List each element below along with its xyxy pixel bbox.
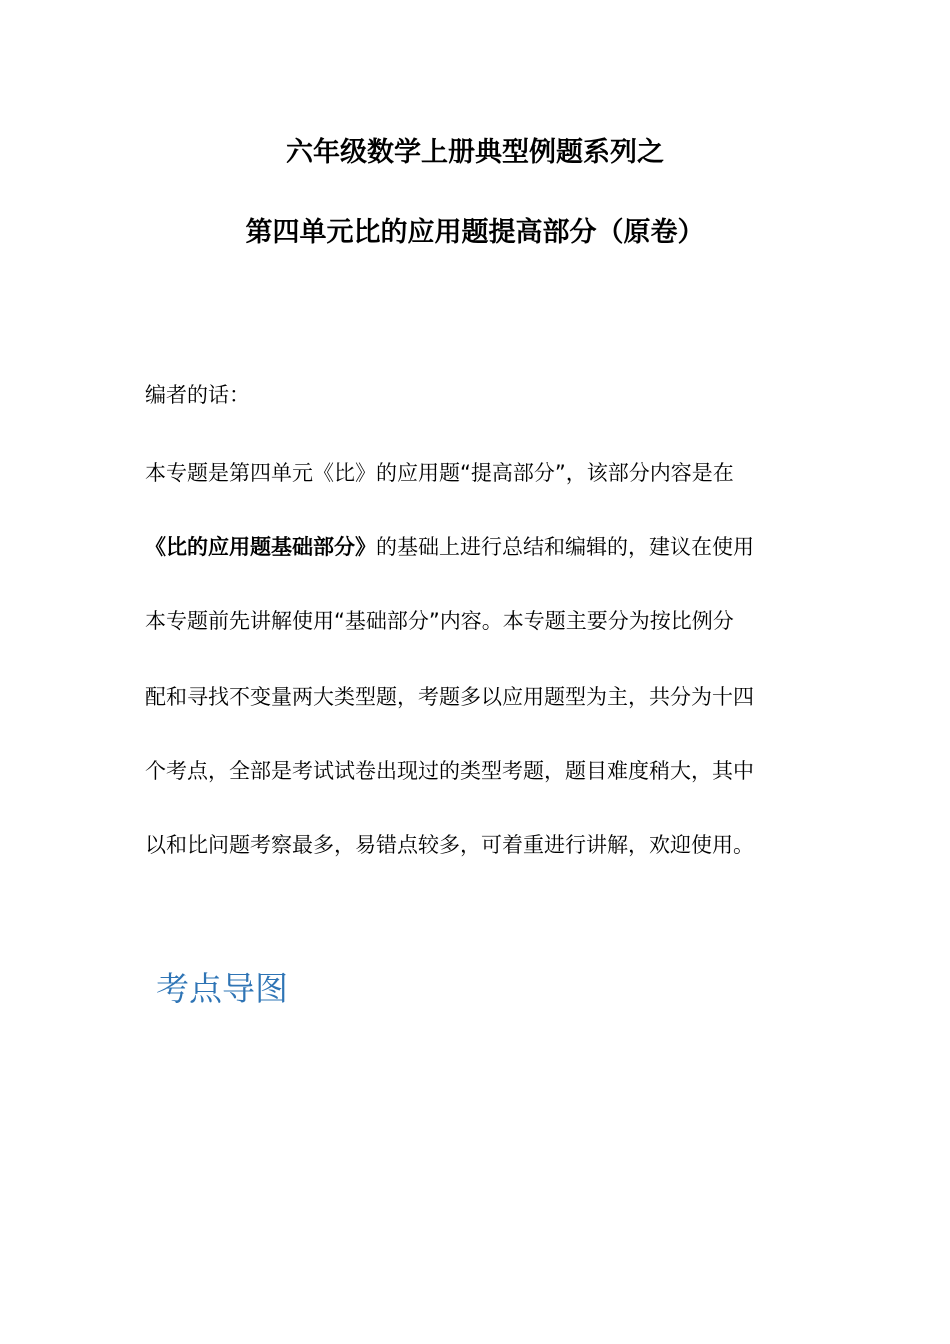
section-heading-mind-map: 考点导图 (156, 969, 288, 1008)
paragraph-line-2-rest: 的基础上进行总结和编辑的，建议在使用 (376, 535, 754, 559)
paragraph-line-5: 个考点，全部是考试试卷出现过的类型考题，题目难度稍大，其中 (145, 759, 754, 783)
document-title-line-1: 六年级数学上册典型例题系列之 (286, 137, 664, 168)
paragraph-line-4: 配和寻找不变量两大类型题，考题多以应用题型为主，共分为十四 (145, 685, 754, 709)
document-title-line-2: 第四单元比的应用题提高部分（原卷） (245, 217, 705, 248)
paragraph-line-1: 本专题是第四单元《比》的应用题“提高部分”，该部分内容是在 (145, 461, 734, 485)
preface-label: 编者的话： (145, 383, 250, 407)
paragraph-line-3: 本专题前先讲解使用“基础部分”内容。本专题主要分为按比例分 (145, 609, 734, 633)
paragraph-line-2 (145, 533, 795, 561)
basic-part-reference: 《比的应用题基础部分》 (145, 535, 376, 559)
paragraph-line-6: 以和比问题考察最多，易错点较多，可着重进行讲解，欢迎使用。 (145, 833, 754, 857)
